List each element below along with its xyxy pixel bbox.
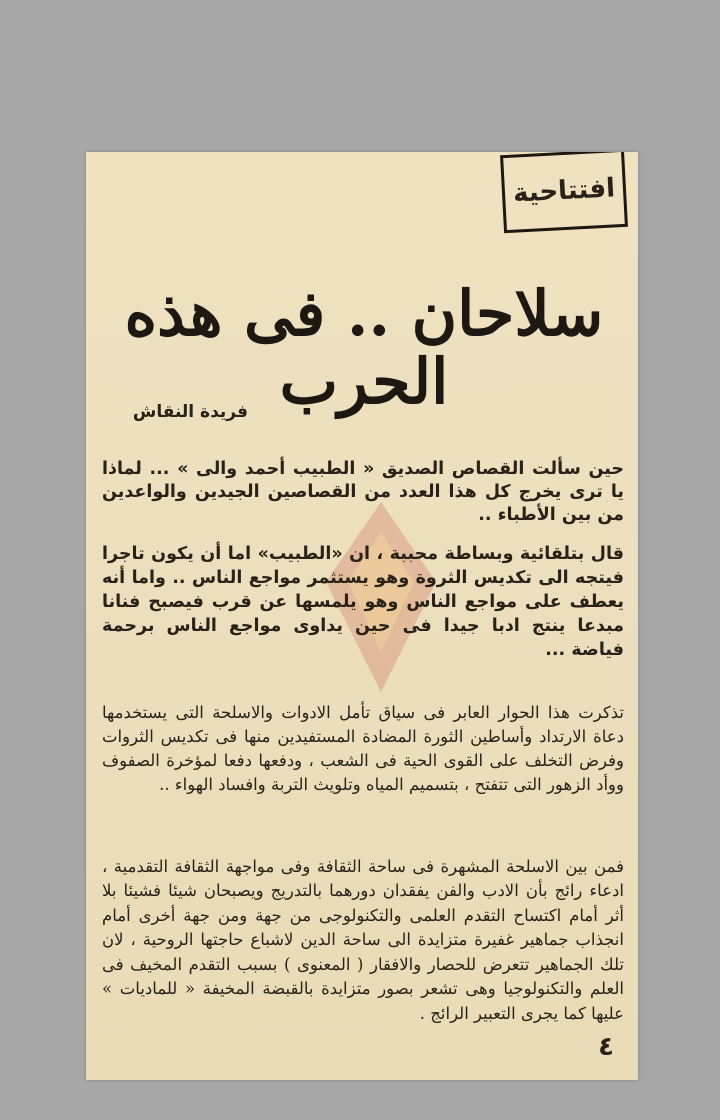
page-number: ٤	[598, 1032, 614, 1062]
body-paragraph-1: تذكرت هذا الحوار العابر فى سياق تأمل الادوات والاسلحة التى يستخدمها دعاة الارتداد وأساطين الثورة المضادة المستفيدين منها فى تكديس الثروات وفرض التخلف على القوى الحية فى الشعب ، ودفعها دفعا لمؤخرة الصفوف ووأد الزهور التى تتفتح ، بتسميم المياه وتلويث التربة وافساد الهواء ..	[102, 702, 624, 794]
quote-paragraph: قال بتلقائية وبساطة محببة ، ان «الطبيب» اما أن يكون تاجرا فيتجه الى تكديس الثروة وهو يستثمر مواجع الناس .. واما أنه يعطف على مواجع الناس وهو يلمسها عن قرب فيصبح فنانا مبدعا ينتج ادبا جيدا فى حين يداوى مواجع الناس برحمة فياضة ...	[102, 543, 624, 660]
lead-paragraph: حين سألت القصاص الصديق « الطبيب أحمد والى » ... لماذا يا ترى يخرج كل هذا العدد من القصاصين الجيدين والواعدين من بين الأطباء ..	[102, 458, 624, 525]
section-label: افتتاحية	[512, 173, 616, 209]
author-name: فريدة النقاش	[132, 402, 248, 422]
article-headline: سلاحان .. فى هذه الحرب	[124, 277, 604, 419]
body-paragraph-2: فمن بين الاسلحة المشهرة فى ساحة الثقافة وفى مواجهة الثقافة التقدمية ، ادعاء رائج بأن الادب والفن يفقدان دورهما بالتدريج ويصبحان شيئا فشيئا بلا أثر أمام اكتساح التقدم العلمى والتكنولوجى من جهة ومن جهة أخرى أمام انجذاب جماهير غفيرة متزايدة الى ساحة الدين لاشباع حاجتها الروحية ، لان تلك الجماهير تتعرض للحصار والافقار ( المعنوى ) بسبب التقدم المخيف فى العلم والتكنولوجيا وهى تشعر بصور متزايدة بالقبضة المخيفة « للماديات » عليها كما يجرى التعبير الرائج .	[102, 856, 624, 1023]
magazine-page	[86, 152, 638, 1080]
section-label-box	[500, 152, 628, 233]
